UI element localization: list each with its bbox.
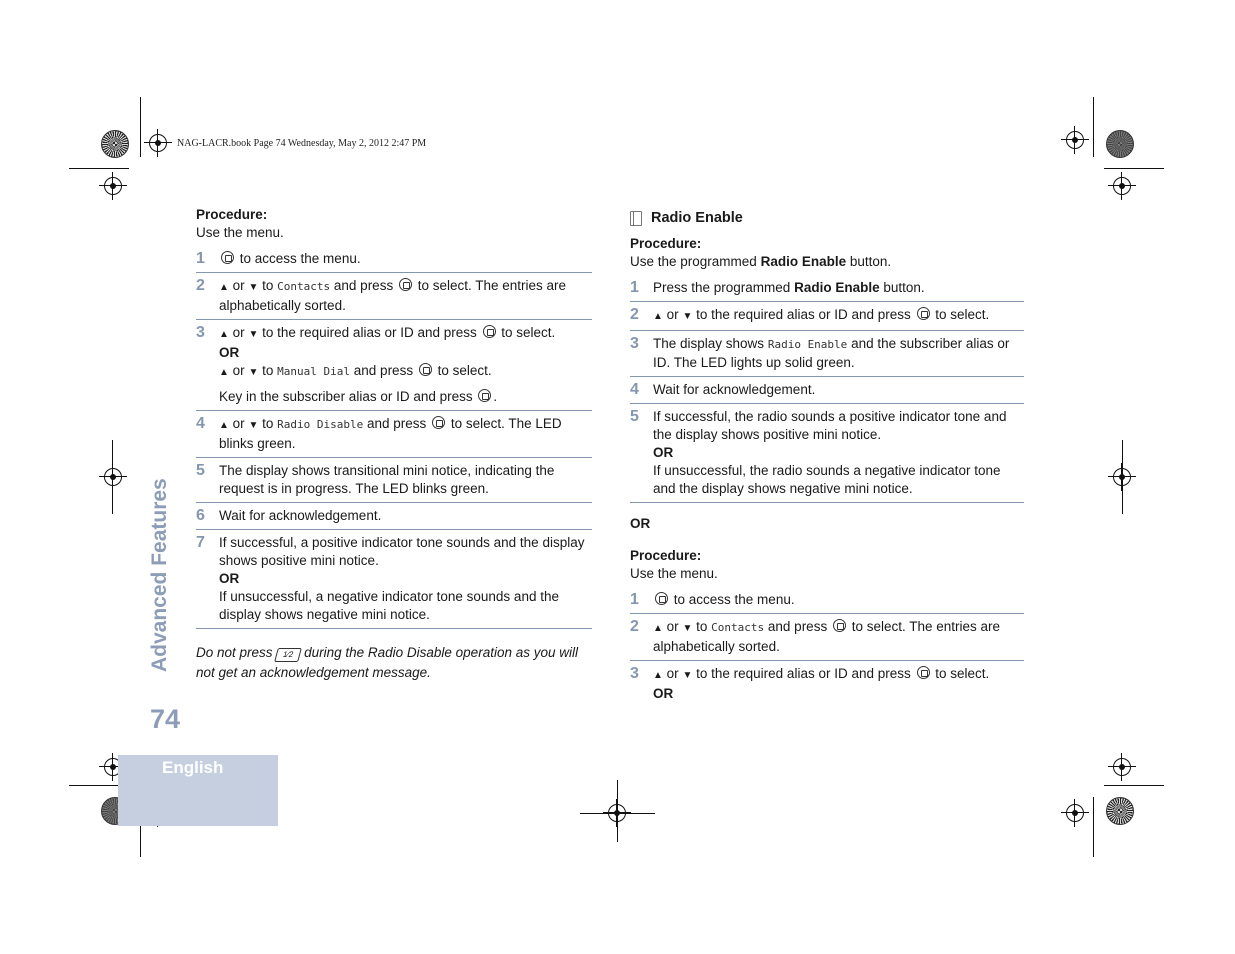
menu-ok-button-icon [833, 619, 846, 632]
step-3 [630, 331, 1024, 377]
registration-mark-icon [1066, 131, 1084, 149]
step-text: to access the menu. [219, 250, 592, 268]
step-number: 2 [196, 277, 205, 294]
step-number: 3 [196, 324, 205, 341]
step-1 [196, 246, 592, 273]
down-arrow-icon: ▼ [248, 329, 259, 340]
print-header: NAG-LACR.book Page 74 Wednesday, May 2, 2012 2:47 PM [177, 138, 427, 149]
step-number: 6 [196, 507, 205, 524]
or-label: OR [653, 445, 674, 460]
step-number: 3 [630, 335, 639, 352]
menu-ok-button-icon [917, 666, 930, 679]
down-arrow-icon: ▼ [682, 670, 693, 681]
section-heading: Radio Enable [630, 209, 1024, 227]
up-arrow-icon: ▲ [653, 311, 663, 322]
star-target-icon [1106, 130, 1134, 158]
step-6 [196, 503, 592, 530]
registration-mark-icon [104, 177, 122, 195]
section-title-vertical: Advanced Features [148, 478, 171, 672]
crop-mark [1104, 168, 1164, 169]
menu-item-name: Contacts [277, 280, 331, 293]
registration-mark-icon [1113, 758, 1131, 776]
procedure-intro: Use the programmed Radio Enable button. [630, 254, 892, 269]
menu-ok-button-icon [917, 307, 930, 320]
menu-item-name: Radio Enable [767, 338, 848, 351]
registration-mark-icon [149, 134, 167, 152]
registration-mark-icon [608, 804, 626, 822]
page-number: 74 [150, 704, 181, 734]
step-number: 4 [196, 415, 205, 432]
or-separator: OR [630, 516, 651, 531]
step-text: ▲ or ▼ to Radio Disable and press to select. The LED blinks green. [219, 416, 562, 451]
or-label: OR [219, 345, 240, 360]
crop-mark [1093, 797, 1094, 857]
step-3 [630, 661, 1024, 707]
step-text: ▲ or ▼ to Contacts and press to select. The entries are alphabetically sorted. [653, 619, 1001, 654]
crop-mark [1093, 97, 1094, 157]
crop-mark [1104, 785, 1164, 786]
step-number: 5 [196, 462, 205, 479]
step-1 [630, 275, 1024, 302]
down-arrow-icon: ▼ [248, 420, 259, 431]
step-number: 2 [630, 618, 639, 635]
step-text: to access the menu. [653, 591, 1024, 609]
menu-ok-button-icon [221, 251, 234, 264]
up-arrow-icon: ▲ [219, 329, 229, 340]
up-arrow-icon: ▲ [653, 623, 663, 634]
step-1 [630, 587, 1024, 614]
step-text: ▲ or ▼ to the required alias or ID and press to select. OR [653, 665, 1024, 703]
menu-ok-button-icon [478, 389, 491, 402]
down-arrow-icon: ▼ [248, 282, 259, 293]
step-2 [630, 302, 1024, 331]
menu-item-name: Manual Dial [277, 365, 351, 378]
step-2 [196, 273, 592, 320]
step-3 [196, 320, 592, 411]
language-label: English [162, 758, 224, 777]
menu-item-name: Radio Disable [277, 418, 364, 431]
menu-ok-button-icon [483, 325, 496, 338]
note-text: Do not press 1⁄2 during the Radio Disable operation as you will not get an acknowledgement message. [196, 645, 578, 680]
registration-mark-icon [1113, 177, 1131, 195]
step-text: ▲ or ▼ to Contacts and press to select. The entries are alphabetically sorted. [219, 278, 567, 313]
up-arrow-icon: ▲ [653, 670, 663, 681]
step-text: Wait for acknowledgement. [219, 508, 382, 523]
menu-item-name: Contacts [711, 621, 765, 634]
star-key-icon: 1⁄2 [274, 648, 302, 662]
step-text: The display shows transitional mini notice, indicating the request is in progress. The LED blinks green. [219, 463, 555, 496]
step-number: 4 [630, 381, 639, 398]
registration-mark-icon [1066, 804, 1084, 822]
right-column [630, 209, 1024, 707]
step-text: ▲ or ▼ to the required alias or ID and press to select. [653, 307, 990, 322]
step-list [196, 246, 592, 629]
registration-mark-icon [104, 468, 122, 486]
procedure-intro: Use the menu. [196, 225, 284, 240]
or-label: OR [219, 571, 240, 586]
book-icon [630, 211, 642, 226]
up-arrow-icon: ▲ [219, 367, 229, 378]
step-number: 7 [196, 534, 205, 551]
star-target-icon [101, 130, 129, 158]
menu-ok-button-icon [655, 592, 668, 605]
step-number: 2 [630, 306, 639, 323]
step-5 [196, 458, 592, 503]
or-label: OR [653, 686, 674, 701]
star-target-icon [1106, 797, 1134, 825]
step-text: The display shows Radio Enable and the subscriber alias or ID. The LED lights up solid green. [653, 336, 1010, 370]
crop-mark [69, 168, 129, 169]
step-5 [630, 404, 1024, 503]
step-number: 5 [630, 408, 639, 425]
menu-ok-button-icon [399, 278, 412, 291]
procedure-intro: Use the menu. [630, 566, 718, 581]
step-number: 3 [630, 665, 639, 682]
step-text: If successful, a positive indicator tone sounds and the display shows positive mini notice. OR If unsuccessful, a negative indicator tone sounds and the display shows negative mini notice. [219, 534, 592, 624]
procedure-label: Procedure: [196, 207, 268, 222]
procedure-label: Procedure: [630, 548, 702, 563]
left-column [196, 206, 592, 683]
step-4 [630, 377, 1024, 404]
step-text: ▲ or ▼ to the required alias or ID and press to select. OR ▲ or ▼ to Manual Dial and press to select. Key in the subscriber alias or ID and press . [219, 324, 592, 406]
step-4 [196, 411, 592, 458]
down-arrow-icon: ▼ [248, 367, 259, 378]
step-number: 1 [630, 591, 639, 608]
registration-mark-icon [1113, 468, 1131, 486]
step-7 [196, 530, 592, 629]
down-arrow-icon: ▼ [682, 311, 693, 322]
step-text: Press the programmed Radio Enable button. [653, 280, 925, 295]
up-arrow-icon: ▲ [219, 420, 229, 431]
step-list [630, 275, 1024, 503]
step-number: 1 [196, 250, 205, 267]
procedure-label: Procedure: [630, 236, 702, 251]
menu-ok-button-icon [432, 416, 445, 429]
step-text: If successful, the radio sounds a positive indicator tone and the display shows positive mini notice. OR If unsuccessful, the radio sounds a negative indicator tone and the display shows negative mini notice. [653, 408, 1024, 498]
step-list [630, 587, 1024, 707]
menu-ok-button-icon [419, 363, 432, 376]
step-text: Wait for acknowledgement. [653, 382, 816, 397]
crop-mark [140, 97, 141, 157]
up-arrow-icon: ▲ [219, 282, 229, 293]
step-number: 1 [630, 279, 639, 296]
step-2 [630, 614, 1024, 661]
down-arrow-icon: ▼ [682, 623, 693, 634]
